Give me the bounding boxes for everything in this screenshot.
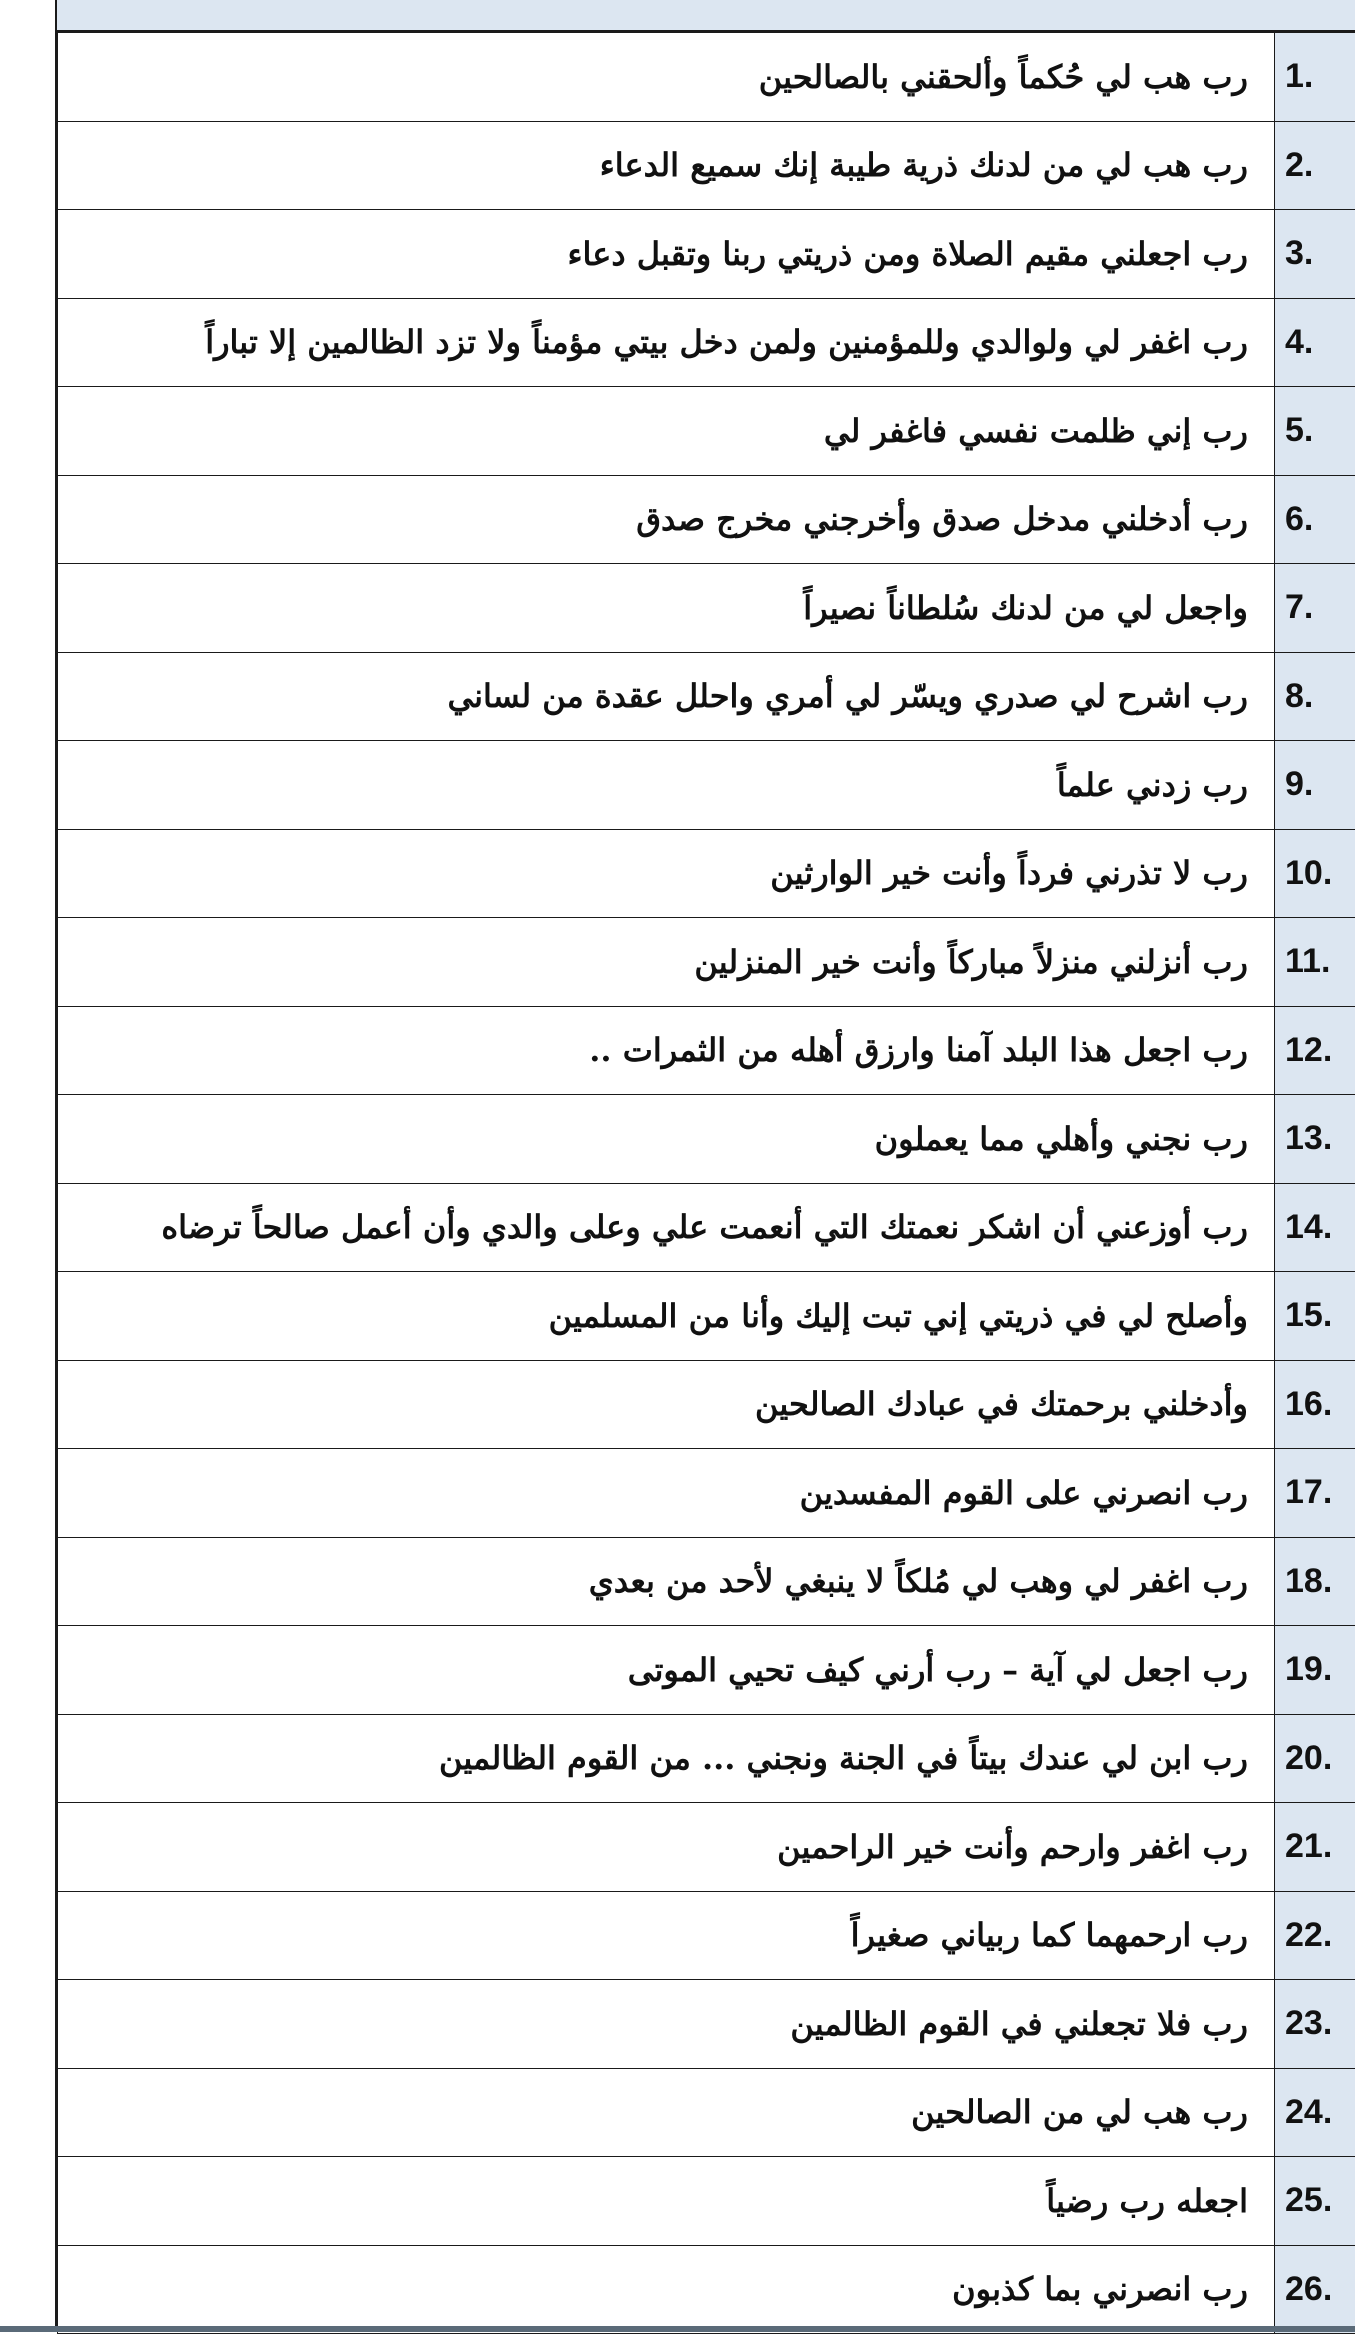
row-number-cell: 10. (1275, 829, 1355, 918)
row-number-cell: 26. (1275, 2245, 1355, 2334)
row-number-cell: 24. (1275, 2068, 1355, 2157)
dua-text-cell: رب أوزعني أن اشكر نعمتك التي أنعمت علي وعلى والدي وأن أعمل صالحاً ترضاه (58, 1183, 1275, 1272)
row-number-cell: 19. (1275, 1626, 1355, 1715)
row-number-cell: 12. (1275, 1006, 1355, 1095)
row-number-cell: 4. (1275, 298, 1355, 387)
table-row (58, 564, 1355, 653)
table-row (58, 387, 1355, 476)
dua-table-body (58, 33, 1355, 2334)
dua-text-cell: رب هب لي من الصالحين (58, 2068, 1275, 2157)
row-number-cell: 21. (1275, 1803, 1355, 1892)
dua-text-cell: رب زدني علماً (58, 741, 1275, 830)
table-row (58, 1095, 1355, 1184)
dua-text-cell: رب ارحمهما كما ربياني صغيراً (58, 1891, 1275, 1980)
dua-text-cell: رب اغفر لي ولوالدي وللمؤمنين ولمن دخل بيتي مؤمناً ولا تزد الظالمين إلا تباراً (58, 298, 1275, 387)
table-row (58, 1714, 1355, 1803)
table-row (58, 2068, 1355, 2157)
row-number-cell: 25. (1275, 2157, 1355, 2246)
row-number-cell: 18. (1275, 1537, 1355, 1626)
dua-text-cell: رب اجعلني مقيم الصلاة ومن ذريتي ربنا وتقبل دعاء (58, 210, 1275, 299)
table-row (58, 1626, 1355, 1715)
row-number-cell: 13. (1275, 1095, 1355, 1184)
dua-text-cell: اجعله رب رضياً (58, 2157, 1275, 2246)
dua-text-cell: واجعل لي من لدنك سُلطاناً نصيراً (58, 564, 1275, 653)
row-number-cell: 9. (1275, 741, 1355, 830)
dua-table (57, 32, 1355, 2334)
table-row (58, 1803, 1355, 1892)
row-number-cell: 11. (1275, 918, 1355, 1007)
row-number-cell: 2. (1275, 121, 1355, 210)
row-number-cell: 20. (1275, 1714, 1355, 1803)
row-number-cell: 3. (1275, 210, 1355, 299)
dua-text-cell: رب اشرح لي صدري ويسّر لي أمري واحلل عقدة من لساني (58, 652, 1275, 741)
dua-text-cell: رب انصرني بما كذبون (58, 2245, 1275, 2334)
dua-text-cell: رب أنزلني منزلاً مباركاً وأنت خير المنزلين (58, 918, 1275, 1007)
table-row (58, 210, 1355, 299)
row-number-cell: 8. (1275, 652, 1355, 741)
table-row (58, 1183, 1355, 1272)
row-number-cell: 5. (1275, 387, 1355, 476)
table-row (58, 741, 1355, 830)
table-row (58, 121, 1355, 210)
table-row (58, 918, 1355, 1007)
table-row (58, 1360, 1355, 1449)
row-number-cell: 6. (1275, 475, 1355, 564)
table-row (58, 2157, 1355, 2246)
row-number-cell: 23. (1275, 1980, 1355, 2069)
dua-text-cell: رب اغفر وارحم وأنت خير الراحمين (58, 1803, 1275, 1892)
table-row (58, 1006, 1355, 1095)
table-row (58, 33, 1355, 122)
dua-text-cell: رب اجعل لي آية – رب أرني كيف تحيي الموتى (58, 1626, 1275, 1715)
dua-text-cell: رب أدخلني مدخل صدق وأخرجني مخرج صدق (58, 475, 1275, 564)
dua-text-cell: رب إني ظلمت نفسي فاغفر لي (58, 387, 1275, 476)
dua-text-cell: رب هب لي حُكماً وألحقني بالصالحين (58, 33, 1275, 122)
table-row (58, 1891, 1355, 1980)
dua-text-cell: رب نجني وأهلي مما يعملون (58, 1095, 1275, 1184)
dua-text-cell: رب فلا تجعلني في القوم الظالمين (58, 1980, 1275, 2069)
dua-text-cell: رب انصرني على القوم المفسدين (58, 1449, 1275, 1538)
row-number-cell: 17. (1275, 1449, 1355, 1538)
dua-text-cell: وأدخلني برحمتك في عبادك الصالحين (58, 1360, 1275, 1449)
table-row (58, 1272, 1355, 1361)
row-number-cell: 1. (1275, 33, 1355, 122)
row-number-cell: 16. (1275, 1360, 1355, 1449)
dua-table-container (57, 32, 1355, 2334)
dua-text-cell: رب اغفر لي وهب لي مُلكاً لا ينبغي لأحد من بعدي (58, 1537, 1275, 1626)
row-number-cell: 14. (1275, 1183, 1355, 1272)
table-row (58, 475, 1355, 564)
row-number-cell: 7. (1275, 564, 1355, 653)
table-row (58, 652, 1355, 741)
table-row (58, 1980, 1355, 2069)
table-header-band (57, 0, 1355, 32)
row-number-cell: 15. (1275, 1272, 1355, 1361)
table-row (58, 1537, 1355, 1626)
bottom-scroll-edge (0, 2326, 1355, 2332)
table-row (58, 829, 1355, 918)
dua-text-cell: رب اجعل هذا البلد آمنا وارزق أهله من الثمرات .. (58, 1006, 1275, 1095)
dua-text-cell: وأصلح لي في ذريتي إني تبت إليك وأنا من المسلمين (58, 1272, 1275, 1361)
row-number-cell: 22. (1275, 1891, 1355, 1980)
dua-text-cell: رب ابن لي عندك بيتاً في الجنة ونجني ... من القوم الظالمين (58, 1714, 1275, 1803)
dua-text-cell: رب لا تذرني فرداً وأنت خير الوارثين (58, 829, 1275, 918)
table-row (58, 298, 1355, 387)
table-row (58, 2245, 1355, 2334)
dua-text-cell: رب هب لي من لدنك ذرية طيبة إنك سميع الدعاء (58, 121, 1275, 210)
table-row (58, 1449, 1355, 1538)
